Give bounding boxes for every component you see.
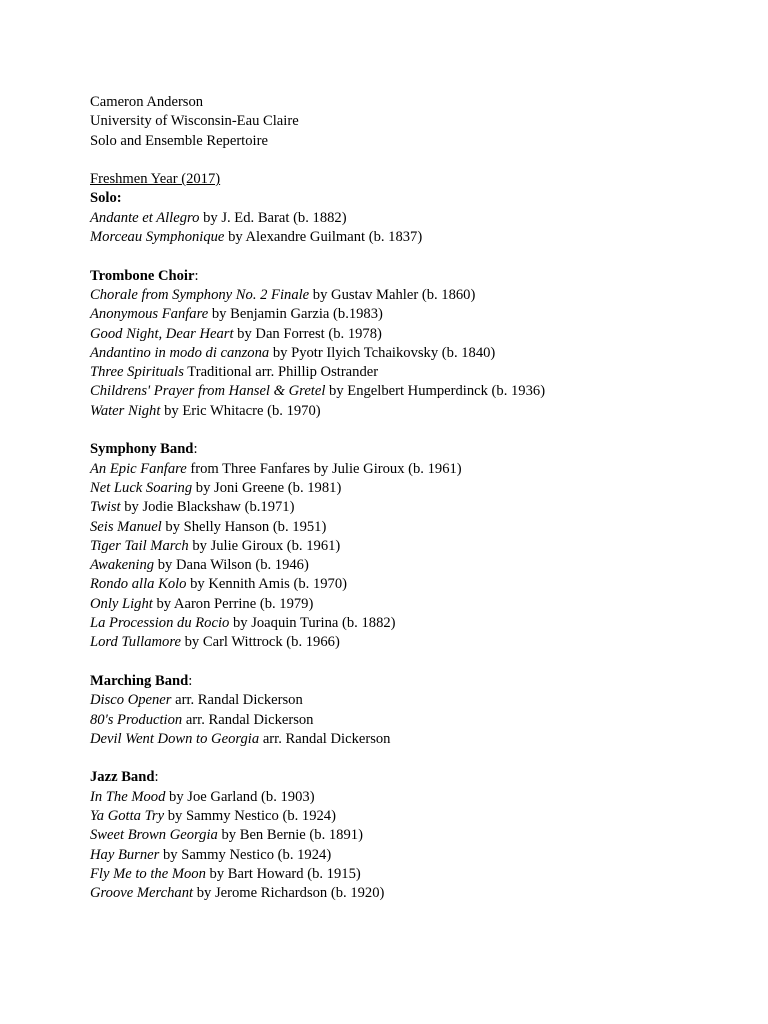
piece-title: Andante et Allegro (90, 209, 200, 226)
repertoire-item (90, 402, 750, 421)
marching-band-list (90, 691, 750, 749)
piece-title: Devil Went Down to Georgia (90, 730, 260, 747)
repertoire-item (90, 460, 750, 479)
piece-credit: by Joni Greene (b. 1981) (192, 479, 342, 496)
piece-credit: by Dana Wilson (b. 1946) (154, 557, 309, 574)
solo-heading: Solo: (90, 190, 122, 207)
repertoire-item (90, 498, 750, 517)
repertoire-item (90, 595, 750, 614)
repertoire-item (90, 807, 750, 826)
repertoire-item (90, 286, 750, 305)
spacer (90, 151, 750, 170)
repertoire-item (90, 556, 750, 575)
piece-title: Water Night (90, 402, 161, 419)
piece-credit: arr. Randal Dickerson (259, 730, 391, 747)
piece-title: An Epic Fanfare (90, 460, 187, 477)
symphony-band-heading (90, 440, 750, 459)
piece-credit: by Kennith Amis (b. 1970) (186, 576, 348, 593)
piece-credit: by Pyotr Ilyich Tchaikovsky (b. 1840) (269, 344, 496, 361)
piece-title: Good Night, Dear Heart (90, 325, 234, 342)
section-heading-label: Trombone Choir (90, 267, 195, 284)
piece-credit: by Eric Whitacre (b. 1970) (160, 402, 321, 419)
school-name: University of Wisconsin-Eau Claire (90, 113, 299, 130)
repertoire-item (90, 305, 750, 324)
repertoire-item (90, 575, 750, 594)
piece-credit: by J. Ed. Barat (b. 1882) (199, 209, 347, 226)
piece-title: La Procession du Rocio (90, 615, 230, 632)
piece-title: Childrens' Prayer from Hansel & Gretel (90, 383, 326, 400)
piece-credit: by Ben Bernie (b. 1891) (217, 827, 363, 844)
piece-title: Lord Tullamore (90, 634, 181, 651)
repertoire-item (90, 711, 750, 730)
piece-title: Tiger Tail March (90, 537, 189, 554)
piece-title: Awakening (90, 557, 155, 574)
repertoire-item (90, 228, 750, 247)
repertoire-item (90, 730, 750, 749)
piece-credit: arr. Randal Dickerson (182, 711, 314, 728)
repertoire-item (90, 633, 750, 652)
repertoire-item (90, 209, 750, 228)
piece-credit: by Gustav Mahler (b. 1860) (309, 286, 476, 303)
repertoire-item (90, 479, 750, 498)
section-heading-label: Symphony Band (90, 441, 194, 458)
document-title: Solo and Ensemble Repertoire (90, 132, 268, 149)
piece-credit: by Carl Wittrock (b. 1966) (180, 634, 340, 651)
piece-credit: by Dan Forrest (b. 1978) (233, 325, 382, 342)
symphony-band-list (90, 460, 750, 653)
repertoire-item (90, 691, 750, 710)
year-heading: Freshmen Year (2017) (90, 171, 221, 188)
piece-title: Only Light (90, 595, 153, 612)
repertoire-item (90, 537, 750, 556)
section-heading-colon: : (154, 769, 159, 786)
piece-title: Sweet Brown Georgia (90, 827, 218, 844)
piece-credit: by Benjamin Garzia (b.1983) (208, 306, 383, 323)
piece-title: Fly Me to the Moon (90, 865, 206, 882)
piece-credit: by Sammy Nestico (b. 1924) (164, 807, 336, 824)
jazz-band-heading (90, 768, 750, 787)
piece-title: Andantino in modo di canzona (90, 344, 270, 361)
piece-title: Three Spirituals (90, 364, 184, 381)
piece-title: Twist (90, 499, 121, 516)
repertoire-item (90, 865, 750, 884)
piece-title: Ya Gotta Try (90, 807, 165, 824)
piece-credit: Traditional arr. Phillip Ostrander (183, 364, 379, 381)
author-name: Cameron Anderson (90, 94, 204, 110)
repertoire-item (90, 518, 750, 537)
spacer (90, 749, 750, 768)
repertoire-item (90, 614, 750, 633)
piece-title: In The Mood (90, 788, 166, 805)
piece-credit: by Aaron Perrine (b. 1979) (152, 595, 314, 612)
piece-title: Chorale from Symphony No. 2 Finale (90, 286, 310, 303)
repertoire-item (90, 325, 750, 344)
piece-title: Rondo alla Kolo (90, 576, 187, 593)
piece-title: Morceau Symphonique (90, 229, 225, 246)
spacer (90, 247, 750, 266)
repertoire-item (90, 846, 750, 865)
section-heading-label: Marching Band (90, 672, 189, 689)
piece-title: 80's Production (90, 711, 183, 728)
section-heading-colon: : (194, 267, 199, 284)
trombone-choir-list (90, 286, 750, 421)
solo-list (90, 209, 750, 248)
repertoire-item (90, 826, 750, 845)
piece-title: Seis Manuel (90, 518, 162, 535)
spacer (90, 421, 750, 440)
repertoire-item (90, 344, 750, 363)
piece-credit: by Jerome Richardson (b. 1920) (193, 885, 385, 902)
trombone-choir-heading (90, 267, 750, 286)
section-heading-label: Jazz Band (90, 769, 155, 786)
piece-title: Groove Merchant (90, 885, 194, 902)
piece-credit: from Three Fanfares by Julie Giroux (b. 1961) (186, 460, 462, 477)
piece-credit: by Julie Giroux (b. 1961) (188, 537, 341, 554)
jazz-band-list (90, 788, 750, 904)
piece-title: Disco Opener (90, 692, 172, 709)
piece-credit: by Alexandre Guilmant (b. 1837) (224, 229, 423, 246)
piece-credit: by Engelbert Humperdinck (b. 1936) (325, 383, 546, 400)
piece-credit: by Jodie Blackshaw (b.1971) (120, 499, 295, 516)
spacer (90, 653, 750, 672)
piece-credit: by Bart Howard (b. 1915) (205, 865, 361, 882)
document-body (90, 93, 750, 903)
piece-credit: by Joaquin Turina (b. 1882) (229, 615, 396, 632)
piece-credit: by Sammy Nestico (b. 1924) (159, 846, 332, 863)
section-heading-colon: : (188, 672, 193, 689)
repertoire-item (90, 884, 750, 903)
marching-band-heading (90, 672, 750, 691)
piece-credit: by Joe Garland (b. 1903) (165, 788, 315, 805)
repertoire-item (90, 382, 750, 401)
piece-credit: arr. Randal Dickerson (171, 692, 303, 709)
section-heading-colon: : (193, 441, 198, 458)
piece-title: Anonymous Fanfare (90, 306, 209, 323)
piece-title: Net Luck Soaring (90, 479, 193, 496)
repertoire-item (90, 788, 750, 807)
piece-credit: by Shelly Hanson (b. 1951) (161, 518, 327, 535)
piece-title: Hay Burner (90, 846, 160, 863)
repertoire-item (90, 363, 750, 382)
